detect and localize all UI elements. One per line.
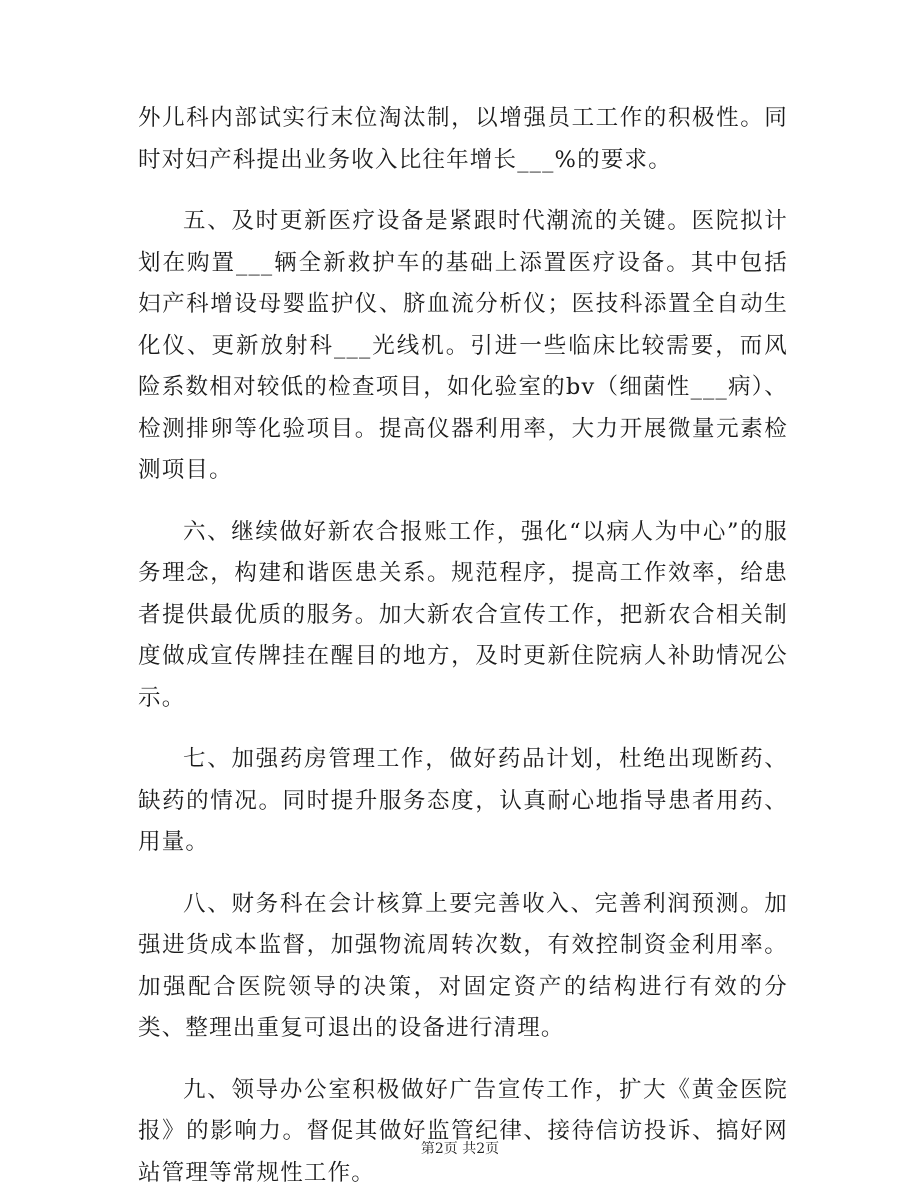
paragraph-item-8: 八、财务科在会计核算上要完善收入、完善利润预测。加强进货成本监督，加强物流周转次数，有效控制资金利用率。加强配合医院领导的决策，对固定资产的结构进行有效的分类、整理出重复可退出的设备进行清理。: [138, 890, 788, 1041]
paragraph-continuation: 外儿科内部试实行末位淘汰制，以增强员工工作的积极性。同时对妇产科提出业务收入比往年增长___%的要求。: [138, 105, 788, 173]
paragraph-item-5: 五、及时更新医疗设备是紧跟时代潮流的关键。医院拟计划在购置___辆全新救护车的基础上添置医疗设备。其中包括妇产科增设母婴监护仪、脐血流分析仪；医技科添置全自动生化仪、更新放射科___光线机。引进一些临床比较需要，而风险系数相对较低的检查项目，如化验室的bv（细菌性___病）、检测排卵等化验项目。提高仪器利用率，大力开展微量元素检测项目。: [138, 208, 788, 483]
paragraph-item-7: 七、加强药房管理工作，做好药品计划，杜绝出现断药、缺药的情况。同时提升服务态度，认真耐心地指导患者用药、用量。: [138, 746, 788, 855]
document-body: [138, 98, 788, 1191]
paragraph-item-9: 九、领导办公室积极做好广告宣传工作，扩大《黄金医院报》的影响力。督促其做好监管纪律、接待信访投诉、搞好网站管理等常规性工作。: [138, 1076, 788, 1186]
paragraph-item-6: 六、继续做好新农合报账工作，强化“以病人为中心”的服务理念，构建和谐医患关系。规范程序，提高工作效率，给患者提供最优质的服务。加大新农合宣传工作，把新农合相关制度做成宣传牌挂在醒目的地方，及时更新住院病人补助情况公示。: [138, 518, 788, 711]
page-number-footer: 第2页 共2页: [420, 1141, 500, 1157]
